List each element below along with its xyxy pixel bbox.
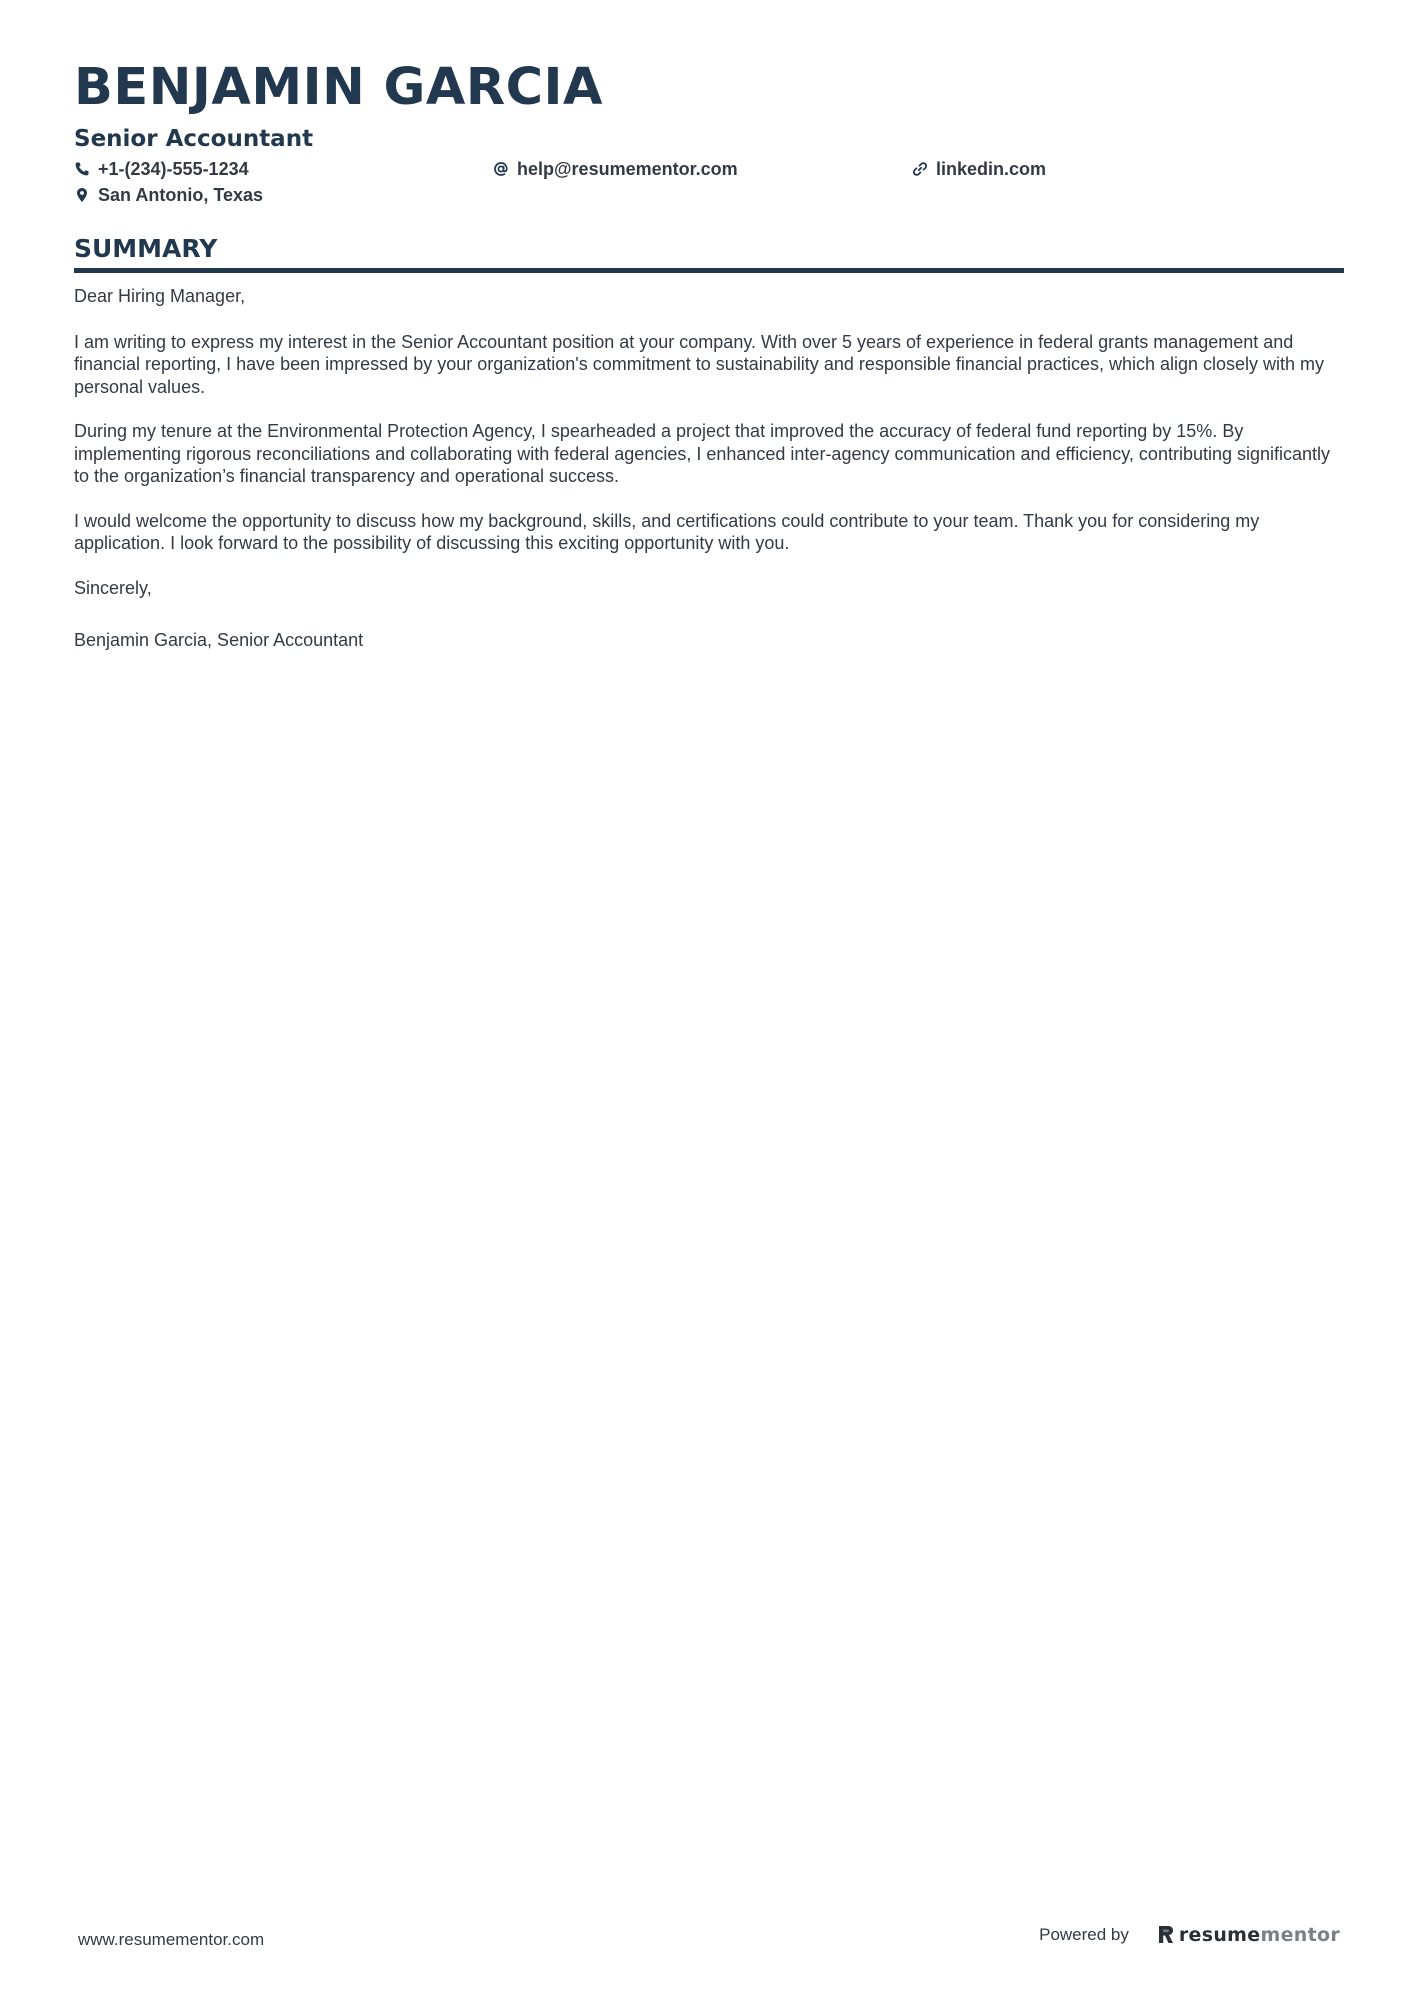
- section-divider: [74, 268, 1344, 273]
- phone-icon: [74, 161, 90, 177]
- powered-by-label: Powered by: [1039, 1925, 1129, 1944]
- letter-greeting: Dear Hiring Manager,: [74, 286, 246, 306]
- linkedin-text: linkedin.com: [936, 159, 1047, 179]
- footer-website-link[interactable]: www.resumementor.com: [78, 1930, 265, 1949]
- contact-info: [74, 158, 1344, 206]
- at-icon: [493, 161, 509, 177]
- resumementor-logo-icon: [1157, 1924, 1175, 1946]
- contact-email[interactable]: [493, 158, 912, 180]
- cover-letter-body: [74, 285, 1344, 652]
- contact-linkedin[interactable]: [912, 158, 1312, 180]
- resumementor-logo[interactable]: [1157, 1924, 1340, 1946]
- summary-heading: SUMMARY: [74, 234, 218, 263]
- brand-text-resume: resume: [1178, 1924, 1261, 1946]
- candidate-name: BENJAMIN GARCIA: [74, 58, 603, 117]
- contact-phone: [74, 158, 493, 180]
- resume-page: [74, 56, 1344, 652]
- letter-paragraph-2: During my tenure at the Environmental Protection Agency, I spearheaded a project that improved the accuracy of federal fund reporting by 15%. By implementing rigorous reconciliations and collaborating with federal agencies, I enhanced inter-agency communication and efficiency, contributing significantly to the organization’s financial transparency and operational success.: [74, 421, 1331, 486]
- phone-text: +1-(234)-555-1234: [98, 159, 249, 179]
- contact-location: [74, 184, 493, 206]
- letter-paragraph-1: I am writing to express my interest in the Senior Accountant position at your company. With over 5 years of experience in federal grants management and financial reporting, I have been impressed by your organization's commitment to sustainability and responsible financial practices, which align closely with my personal values.: [74, 331, 1325, 397]
- letter-paragraph-3: I would welcome the opportunity to discuss how my background, skills, and certifications could contribute to your team. Thank you for considering my application. I look forward to the possibility of discussing this exciting opportunity with you.: [74, 510, 1260, 553]
- footer-powered-by: [1039, 1924, 1340, 1946]
- location-icon: [74, 187, 90, 203]
- brand-text-mentor: mentor: [1260, 1924, 1340, 1946]
- job-title: Senior Accountant: [74, 126, 314, 152]
- letter-closing: Sincerely,: [74, 577, 152, 598]
- link-icon: [912, 161, 928, 177]
- letter-signature: Benjamin Garcia, Senior Accountant: [74, 630, 364, 650]
- email-text: help@resumementor.com: [517, 159, 738, 179]
- location-text: San Antonio, Texas: [98, 185, 264, 205]
